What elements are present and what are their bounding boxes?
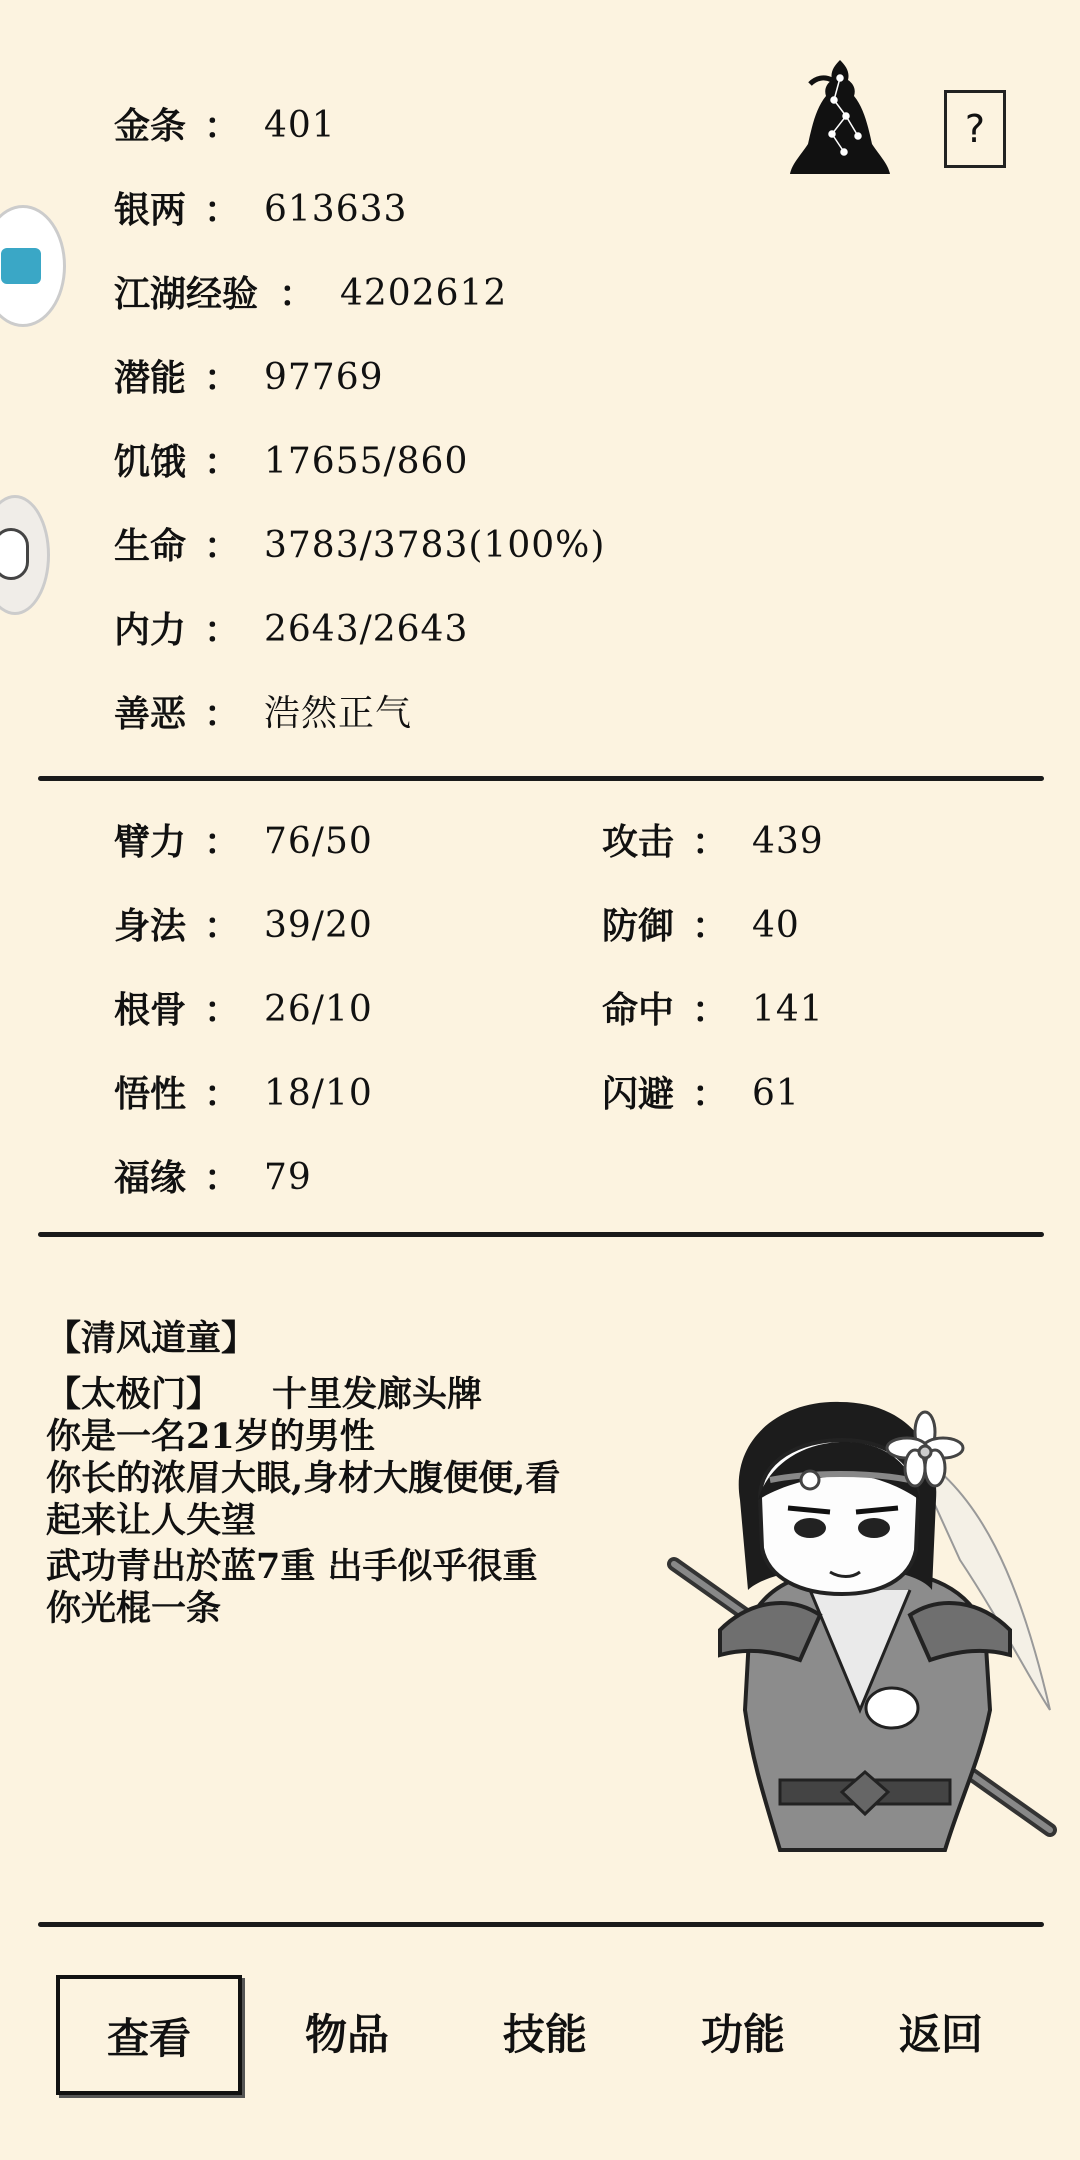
stat-separator: ： — [692, 821, 729, 863]
stat-value: 439 — [752, 821, 824, 862]
stat-value: 40 — [752, 905, 800, 946]
stat-separator: ： — [692, 1073, 729, 1115]
stat-separator: ： — [204, 189, 241, 231]
stat-label: 防御 — [602, 905, 675, 947]
section-divider — [38, 1232, 1044, 1237]
section-divider — [38, 776, 1044, 781]
character-portrait — [660, 1380, 1060, 1860]
stat-label: 悟性 — [114, 1073, 187, 1115]
floating-app-widget[interactable] — [0, 205, 66, 327]
stat-label: 江湖经验 — [114, 273, 259, 315]
constellation-figure-icon[interactable] — [786, 56, 894, 182]
stat-label: 闪避 — [602, 1073, 675, 1115]
stat-label: 根骨 — [114, 989, 187, 1031]
stat-label: 命中 — [602, 989, 675, 1031]
stat-value: 613633 — [264, 189, 408, 230]
stat-value: 76/50 — [264, 821, 373, 862]
bio-line: 你是一名21岁的男性 — [46, 1416, 375, 1457]
stat-value: 39/20 — [264, 905, 373, 946]
stat-label: 生命 — [114, 525, 187, 567]
stat-label: 攻击 — [602, 821, 675, 863]
stat-value: 61 — [752, 1073, 800, 1114]
stat-value: 4202612 — [340, 273, 508, 314]
stat-value: 97769 — [264, 357, 384, 398]
stat-label: 内力 — [114, 609, 187, 651]
stat-label: 饥饿 — [114, 441, 187, 483]
stat-label: 金条 — [114, 105, 187, 147]
nav-items-button[interactable]: 物品 — [304, 2010, 389, 2059]
stat-label: 潜能 — [114, 357, 187, 399]
bio-rank: 十里发廊头牌 — [272, 1374, 483, 1415]
nav-back-button[interactable]: 返回 — [898, 2010, 983, 2059]
stat-separator: ： — [204, 441, 241, 483]
stat-separator: ： — [204, 989, 241, 1031]
stat-separator: ： — [279, 273, 316, 315]
panda-icon — [0, 528, 29, 580]
stat-separator: ： — [204, 1073, 241, 1115]
stat-label: 善恶 — [114, 693, 187, 735]
nav-functions-button[interactable]: 功能 — [700, 2010, 785, 2059]
stat-value: 17655/860 — [264, 441, 469, 482]
stat-value: 401 — [264, 105, 336, 146]
stat-label: 身法 — [114, 905, 187, 947]
nav-view-button[interactable]: 查看 — [56, 1975, 242, 2095]
stat-value: 3783/3783(100%) — [264, 525, 606, 566]
stat-separator: ： — [204, 905, 241, 947]
stat-separator: ： — [204, 1157, 241, 1199]
section-divider — [38, 1922, 1044, 1927]
stat-value: 2643/2643 — [264, 609, 469, 650]
stat-separator: ： — [204, 357, 241, 399]
stat-separator: ： — [692, 905, 729, 947]
stat-value: 18/10 — [264, 1073, 373, 1114]
stat-separator: ： — [204, 693, 241, 735]
nav-skills-button[interactable]: 技能 — [502, 2010, 587, 2059]
bio-sect: 【太极门】 — [46, 1374, 222, 1415]
stat-value: 79 — [264, 1157, 312, 1198]
bio-line: 你长的浓眉大眼,身材大腹便便,看 — [46, 1458, 561, 1499]
stat-separator: ： — [204, 525, 241, 567]
stat-label: 臂力 — [114, 821, 187, 863]
bio-title: 【清风道童】 — [46, 1318, 257, 1359]
app-badge-icon — [1, 248, 41, 284]
bio-line: 起来让人失望 — [46, 1500, 257, 1541]
help-button[interactable]: ? — [944, 90, 1006, 168]
stat-value: 141 — [752, 989, 824, 1030]
stat-separator: ： — [204, 609, 241, 651]
stat-label: 银两 — [114, 189, 187, 231]
bio-line: 你光棍一条 — [46, 1588, 222, 1629]
stat-value: 浩然正气 — [264, 693, 413, 734]
bio-line: 武功青出於蓝7重 出手似乎很重 — [46, 1546, 538, 1587]
floating-panda-widget[interactable] — [0, 495, 50, 615]
stat-separator: ： — [204, 821, 241, 863]
stat-label: 福缘 — [114, 1157, 187, 1199]
stat-separator: ： — [204, 105, 241, 147]
stat-separator: ： — [692, 989, 729, 1031]
stat-value: 26/10 — [264, 989, 373, 1030]
